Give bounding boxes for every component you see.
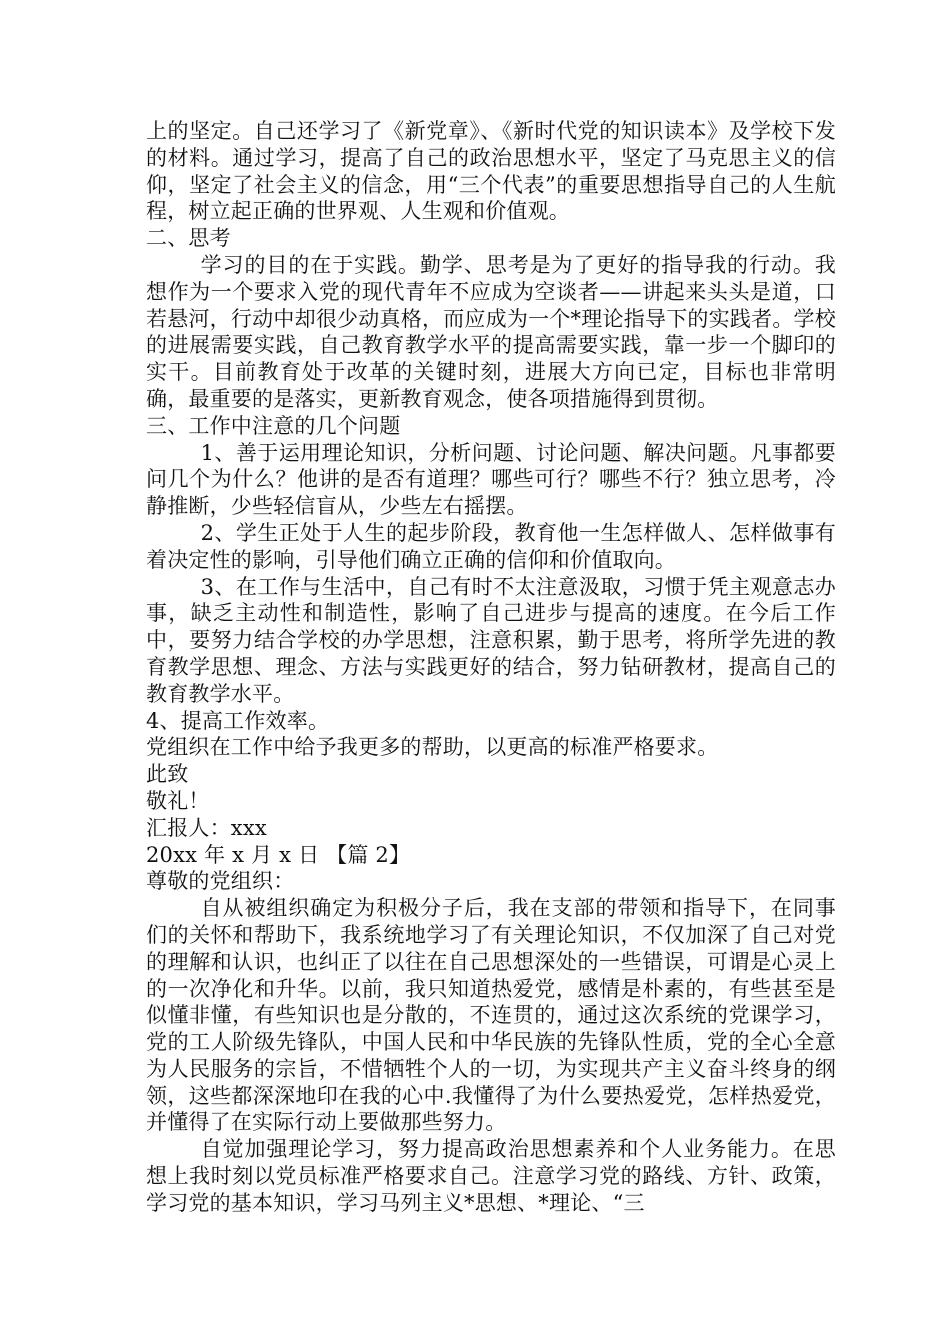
paragraph: 自从被组织确定为积极分子后，我在支部的带领和指导下，在同事们的关怀和帮助下，我系统地学习了有关理论知识，不仅加深了自己对党的理解和认识，也纠正了以往在自己思想深处的一些错误，可谓是心灵上的一次净化和升华。以前，我只知道热爱党，感情是朴素的，有些甚至是似懂非懂，有些知识也是分散的，不连贯的，通过这次系统的党课学习，党的工人阶级先锋队，中国人民和中华民族的先锋队性质，党的全心全意为人民服务的宗旨，不惜牺牲个人的一切，为实现共产主义奋斗终身的纲领，这些都深深地印在我的心中.我懂得了为什么要热爱党，怎样热爱党，并懂得了在实际行动上要做那些努力。 xyxy=(146,896,836,1135)
paragraph: 自觉加强理论学习，努力提高政治思想素养和个人业务能力。在思想上我时刻以党员标准严格要求自己。注意学习党的路线、方针、政策，学习党的基本知识，学习马列主义*思想、*理论、“三 xyxy=(146,1137,836,1215)
list-item: 2、学生正处于人生的起步阶段，教育他一生怎样做人、怎样做事有着决定性的影响，引导他们确立正确的信仰和价值取向。 xyxy=(146,520,836,572)
paragraph: 上的坚定。自己还学习了《新党章》、《新时代党的知识读本》及学校下发的材料。通过学习，提高了自己的政治思想水平，坚定了马克思主义的信仰，坚定了社会主义的信念，用“三个代表”的重要思想指导自己的人生航程，树立起正确的世界观、人生观和价值观。 xyxy=(146,119,836,224)
date-line: 20xx 年 x 月 x 日 【篇 2】 xyxy=(146,842,411,867)
paragraph: 学习的目的在于实践。勤学、思考是为了更好的指导我的行动。我想作为一个要求入党的现代青年不应成为空谈者——讲起来头头是道，口若悬河，行动中却很少动真格，而应成为一个*理论指导下的实践者。学校的进展需要实践，自己教育教学水平的提高需要实践，靠一步一个脚印的实干。目前教育处于改革的关键时刻，进展大方向已定，目标也非常明确，最重要的是落实，更新教育观念，使各项措施得到贯彻。 xyxy=(146,252,836,411)
list-item: 1、善于运用理论知识，分析问题、讨论问题、解决问题。凡事都要问几个为什么？他讲的是否有道理？哪些可行？哪些不行？独立思考，冷静推断，少些轻信盲从，少些左右摇摆。 xyxy=(146,440,836,519)
closing-regards: 敬礼！ xyxy=(146,788,210,813)
list-item: 4、提高工作效率。 xyxy=(146,708,330,733)
list-item: 3、在工作与生活中，自己有时不太注意汲取，习惯于凭主观意志办事，缺乏主动性和制造性，影响了自己进步与提高的速度。在今后工作中，要努力结合学校的办学思想，注意积累，勤于思考，将所学先进的教育教学思想、理念、方法与实践更好的结合，努力钻研教材，提高自己的教育教学水平。 xyxy=(146,574,836,706)
reporter-line: 汇报人：xxx xyxy=(146,815,267,840)
closing-salutation: 此致 xyxy=(146,762,189,787)
section-heading-issues: 三、工作中注意的几个问题 xyxy=(146,413,401,438)
section-heading-thinking: 二、思考 xyxy=(146,226,231,251)
document-body xyxy=(146,118,836,1217)
greeting-line: 尊敬的党组织： xyxy=(146,869,295,894)
paragraph: 党组织在工作中给予我更多的帮助，以更高的标准严格要求。 xyxy=(146,735,719,760)
